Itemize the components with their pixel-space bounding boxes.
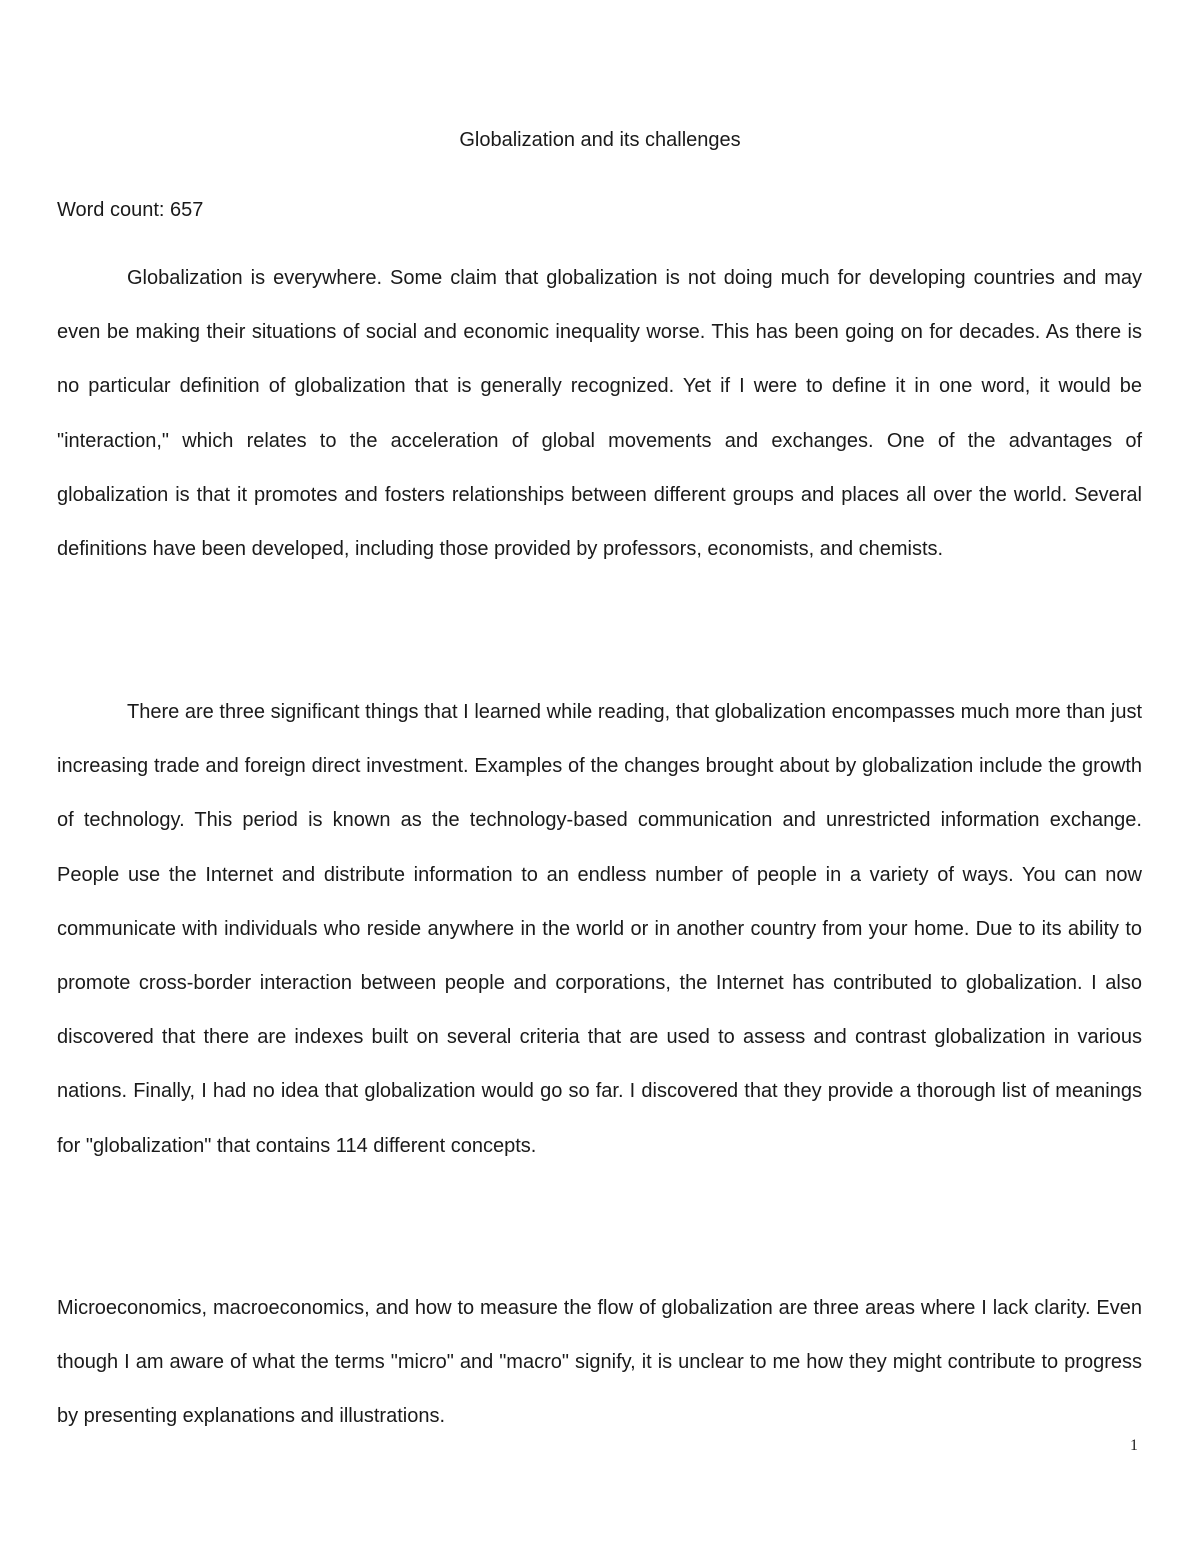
paragraph-3: Microeconomics, macroeconomics, and how to measure the flow of globalization are three areas where I lack clarity. Even though I am aware of what the terms "micro" and "macro" signify, it is unclear to me how they might contribute to progress by presenting explanations and illustrations. [57,1297,1142,1428]
word-count: Word count: 657 [57,199,204,221]
paragraph-1: Globalization is everywhere. Some claim that globalization is not doing much for developing countries and may even be making their situations of social and economic inequality worse. This has been going on for decades. As there is no particular definition of globalization that is generally recognized. Yet if I were to define it in one word, it would be "interaction," which relates to the acceleration of global movements and exchanges. One of the advantages of globalization is that it promotes and fosters relationships between different groups and places all over the world. Several definitions have been developed, including those provided by professors, economists, and chemists. [57,267,1142,561]
paragraph-2: There are three significant things that I learned while reading, that globalization encompasses much more than just increasing trade and foreign direct investment. Examples of the changes brought about by globalization include the growth of technology. This period is known as the technology-based communication and unrestricted information exchange. People use the Internet and distribute information to an endless number of people in a variety of ways. You can now communicate with individuals who reside anywhere in the world or in another country from your home. Due to its ability to promote cross-border interaction between people and corporations, the Internet has contributed to globalization. I also discovered that there are indexes built on several criteria that are used to assess and contrast globalization in various nations. Finally, I had no idea that globalization would go so far. I discovered that they provide a thorough list of meanings for "globalization" that contains 114 different concepts. [57,701,1142,1157]
page-number: 1 [1130,1437,1138,1454]
document-title: Globalization and its challenges [459,129,741,151]
